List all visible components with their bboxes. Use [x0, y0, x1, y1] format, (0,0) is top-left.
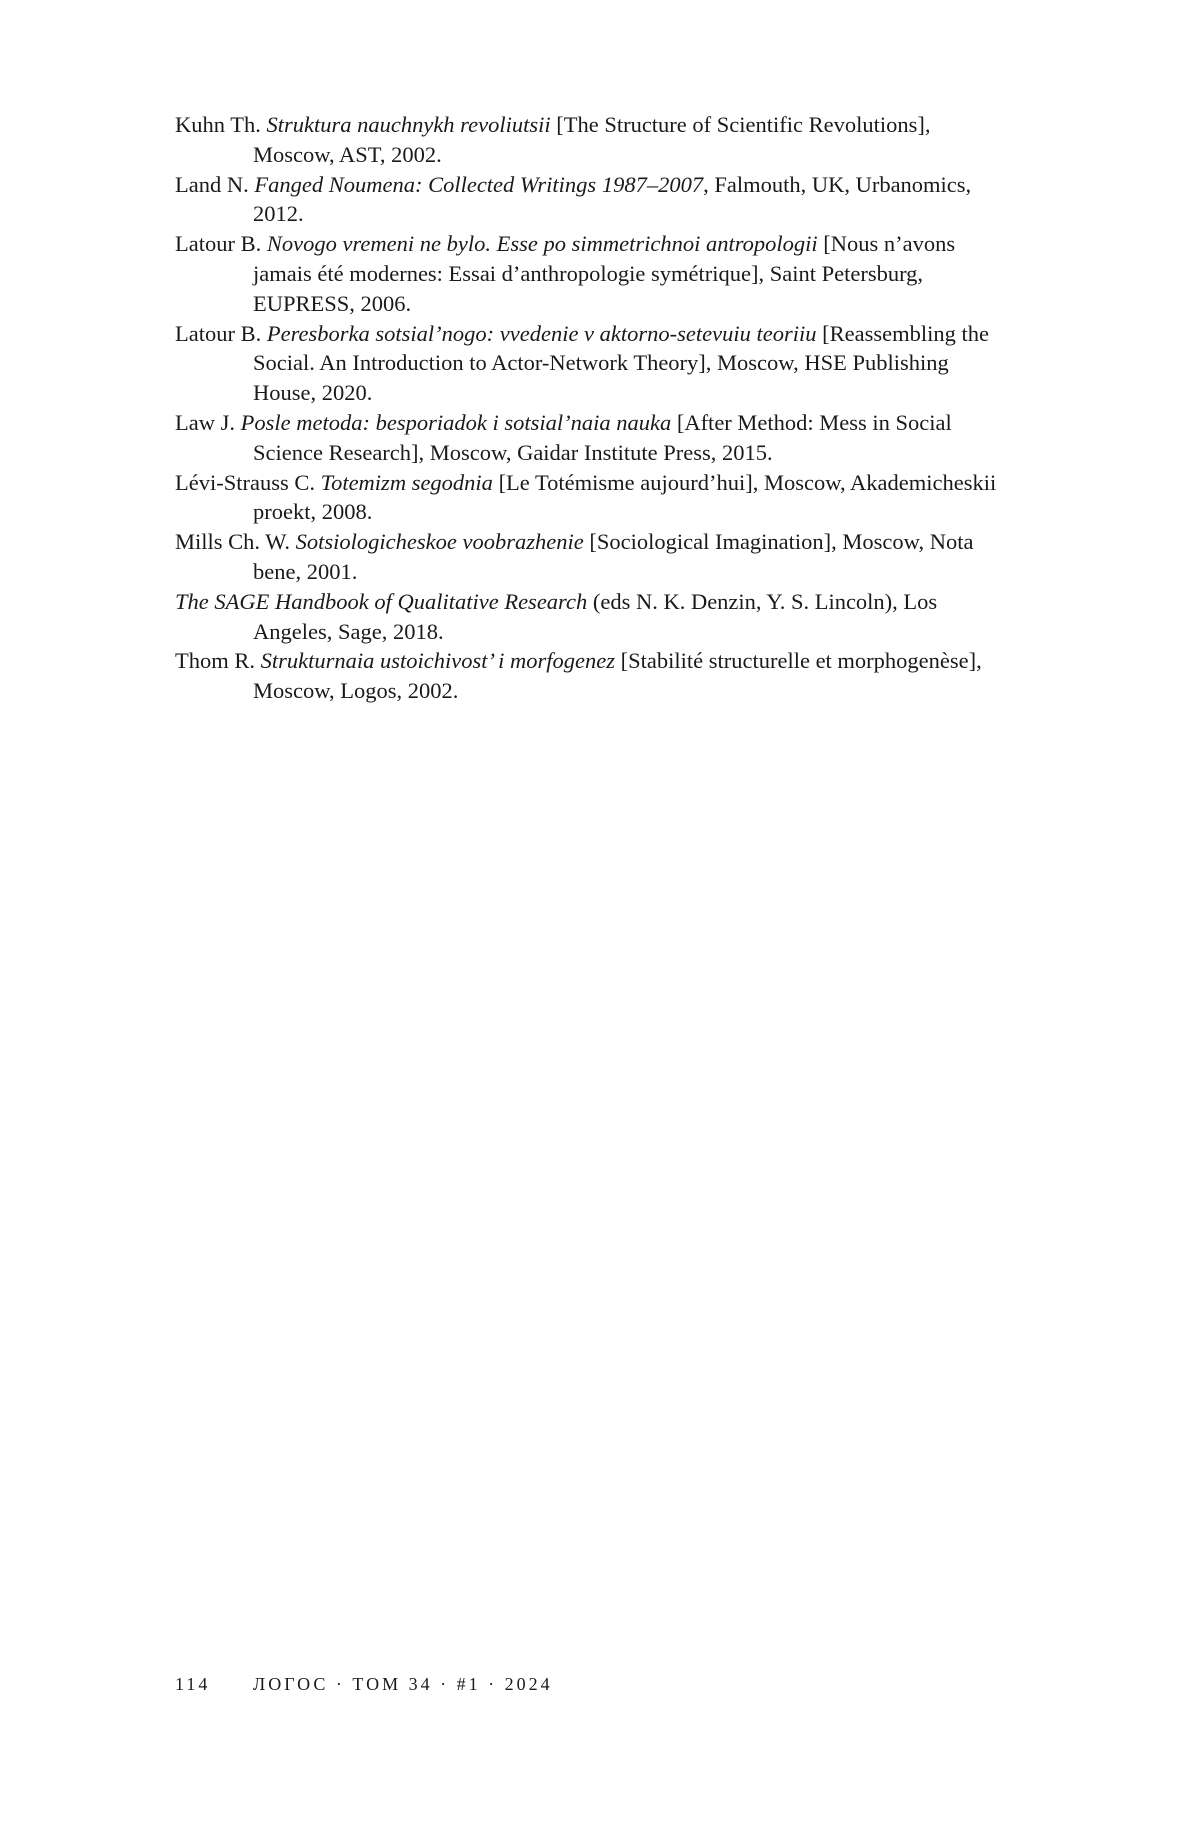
reference-title: Peresborka sotsial’nogo: vvedenie v aktorno-setevuiu teoriiu	[266, 320, 817, 346]
reference-entry	[175, 646, 1005, 706]
reference-entry	[175, 110, 1005, 170]
reference-title: Strukturnaia ustoichivost’ i morfogenez	[260, 648, 615, 674]
reference-details: [Stabilité structurelle et morphogenèse], Moscow, Logos, 2002.	[253, 648, 982, 704]
page-number: 114	[175, 1674, 211, 1694]
reference-title: The SAGE Handbook of Qualitative Research	[175, 588, 588, 614]
running-title: ЛОГОС · ТОМ 34 · #1 · 2024	[253, 1674, 553, 1694]
reference-author: Latour B.	[175, 231, 262, 257]
reference-author: Mills Ch. W.	[175, 529, 291, 555]
reference-details: [Reassembling the Social. An Introduction to Actor-Network Theory], Moscow, HSE Publishing House, 2020.	[253, 320, 989, 406]
reference-author: Land N.	[175, 171, 249, 197]
reference-details: [Nous n’avons jamais été modernes: Essai d’anthropologie symétrique], Saint Petersburg, EUPRESS, 2006.	[253, 231, 956, 316]
reference-author: Thom R.	[175, 648, 256, 674]
reference-title: Novogo vremeni ne bylo. Esse po simmetrichnoi antropologii	[266, 231, 818, 257]
page-footer	[175, 1674, 553, 1695]
reference-list	[175, 110, 1005, 706]
reference-title: Struktura nauchnykh revoliutsii	[266, 112, 551, 137]
reference-entry	[175, 319, 1005, 408]
reference-entry	[175, 527, 1005, 587]
reference-author: Lévi-Strauss C.	[175, 469, 315, 495]
reference-details: [After Method: Mess in Social Science Research], Moscow, Gaidar Institute Press, 2015.	[253, 409, 952, 465]
reference-author: Law J.	[175, 409, 235, 435]
reference-details: [Sociological Imagination], Moscow, Nota bene, 2001.	[253, 529, 974, 584]
reference-title: Posle metoda: besporiadok i sotsial’naia nauka	[240, 409, 672, 435]
reference-entry	[175, 468, 1005, 528]
reference-entry	[175, 587, 1005, 647]
reference-title: Fanged Noumena: Collected Writings 1987–2007	[254, 171, 704, 197]
reference-author: Latour B.	[175, 320, 262, 346]
reference-details: , Falmouth, UK, Urbanomics, 2012.	[253, 171, 972, 227]
reference-title: Totemizm segodnia	[320, 469, 493, 495]
reference-author: Kuhn Th.	[175, 112, 261, 137]
reference-entry	[175, 408, 1005, 468]
reference-details: (eds N. K. Denzin, Y. S. Lincoln), Los Angeles, Sage, 2018.	[253, 588, 938, 644]
reference-entry	[175, 170, 1005, 230]
reference-entry	[175, 229, 1005, 318]
reference-details: [Le Totémisme aujourd’hui], Moscow, Akademicheskii proekt, 2008.	[253, 469, 997, 525]
reference-title: Sotsiologicheskoe voobrazhenie	[295, 529, 584, 555]
reference-details: [The Structure of Scientific Revolutions], Moscow, AST, 2002.	[253, 112, 931, 167]
